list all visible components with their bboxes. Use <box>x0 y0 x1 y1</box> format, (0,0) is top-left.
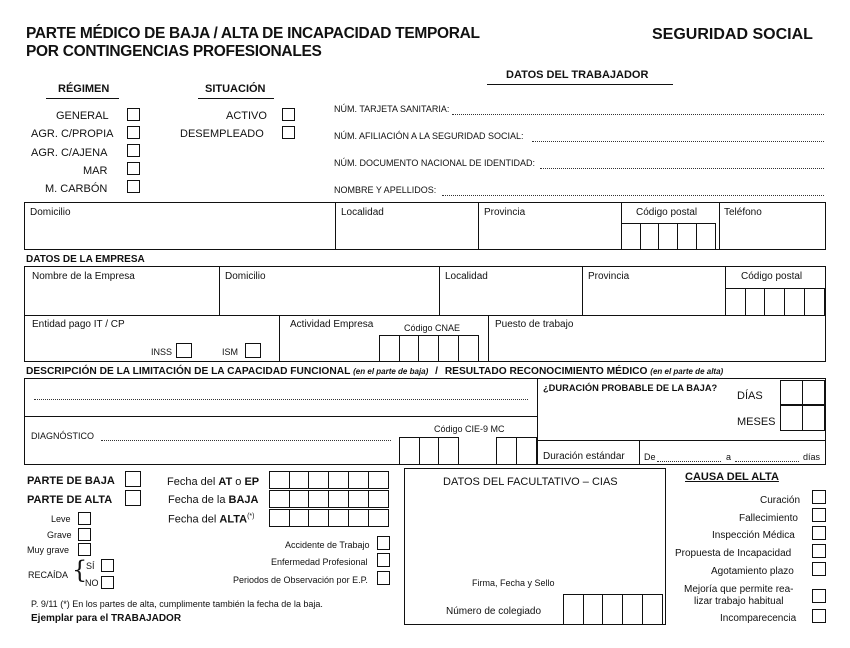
trabajador-cp-cells[interactable] <box>622 223 716 250</box>
propuesta-label: Propuesta de Incapacidad <box>675 548 792 559</box>
grave-checkbox[interactable] <box>78 528 91 541</box>
regimen-general-label: GENERAL <box>56 110 109 122</box>
limitacion-line-1[interactable] <box>34 399 528 400</box>
limitacion-note: (en el parte de baja) <box>353 367 429 376</box>
form-title-line1: PARTE MÉDICO DE BAJA / ALTA DE INCAPACIDAD TEMPORAL <box>26 25 480 42</box>
mejoria-checkbox[interactable] <box>812 589 826 603</box>
parte-baja-checkbox[interactable] <box>125 471 141 487</box>
trabajador-telefono-label: Teléfono <box>724 207 762 218</box>
puesto-label: Puesto de trabajo <box>495 319 574 330</box>
colegiado-label: Número de colegiado <box>446 606 542 617</box>
cie-cells-decimal[interactable] <box>497 437 537 465</box>
curacion-checkbox[interactable] <box>812 490 826 504</box>
duracion-dias-label: días <box>803 452 821 462</box>
recaida-si-checkbox[interactable] <box>101 559 114 572</box>
trabajador-provincia-label: Provincia <box>484 207 526 218</box>
regimen-carbon-checkbox[interactable] <box>127 180 140 193</box>
diagnostico-field[interactable] <box>101 440 391 441</box>
inss-label: INSS <box>151 347 173 357</box>
inspeccion-checkbox[interactable] <box>812 526 826 540</box>
afiliacion-label: NÚM. AFILIACIÓN A LA SEGURIDAD SOCIAL: <box>334 131 524 141</box>
parte-baja-label: PARTE DE BAJA <box>27 475 115 487</box>
form-title-line2: POR CONTINGENCIAS PROFESIONALES <box>26 43 322 60</box>
parte-alta-checkbox[interactable] <box>125 490 141 506</box>
tarjeta-sanitaria-field[interactable] <box>452 114 824 115</box>
empresa-nombre-label: Nombre de la Empresa <box>32 271 135 282</box>
nombre-label: NOMBRE Y APELLIDOS: <box>334 185 437 195</box>
trabajador-heading: DATOS DEL TRABAJADOR <box>506 69 649 81</box>
dni-label: NÚM. DOCUMENTO NACIONAL DE IDENTIDAD: <box>334 158 536 168</box>
duracion-question: ¿DURACIÓN PROBABLE DE LA BAJA? <box>543 383 718 393</box>
parte-alta-label: PARTE DE ALTA <box>27 494 113 506</box>
recaida-si-label: SÍ <box>86 561 95 571</box>
fecha-baja-cells[interactable] <box>270 490 389 508</box>
meses-cells[interactable] <box>781 405 825 431</box>
regimen-agr-propia-checkbox[interactable] <box>127 126 140 139</box>
inspeccion-label: Inspección Médica <box>712 530 795 541</box>
cie-label: Código CIE-9 MC <box>434 424 505 434</box>
meses-label: MESES <box>737 416 776 428</box>
diagnostico-label: DIAGNÓSTICO <box>31 431 95 441</box>
duracion-de-label: De <box>644 452 656 462</box>
dias-cells[interactable] <box>781 380 825 405</box>
mejoria-label-2: lizar trabajo habitual <box>694 596 784 607</box>
trabajador-domicilio-label: Domicilio <box>30 207 71 218</box>
resultado-heading-text: RESULTADO RECONOCIMIENTO MÉDICO <box>444 366 648 377</box>
duracion-hasta-field[interactable] <box>735 461 799 462</box>
regimen-agr-ajena-checkbox[interactable] <box>127 144 140 157</box>
fecha-at-label: Fecha del AT o EP <box>167 476 260 488</box>
fecha-alta-cells[interactable] <box>270 509 389 527</box>
recaida-brace-icon: { <box>72 556 88 584</box>
regimen-mar-label: MAR <box>83 165 108 177</box>
trabajador-cp-label: Código postal <box>636 207 698 218</box>
empresa-localidad-label: Localidad <box>445 271 488 282</box>
org-name: SEGURIDAD SOCIAL <box>652 26 813 43</box>
colegiado-cells[interactable] <box>564 594 663 625</box>
situacion-desempleado-label: DESEMPLEADO <box>180 128 264 140</box>
periodos-checkbox[interactable] <box>377 571 390 585</box>
nombre-field[interactable] <box>442 195 824 196</box>
duracion-estandar-label: Duración estándar <box>543 451 625 462</box>
empresa-cp-cells[interactable] <box>726 288 825 316</box>
recaida-no-label: NO <box>85 578 99 588</box>
regimen-agr-ajena-label: AGR. C/AJENA <box>31 147 108 159</box>
ism-label: ISM <box>222 347 239 357</box>
inss-checkbox[interactable] <box>176 343 192 358</box>
regimen-mar-checkbox[interactable] <box>127 162 140 175</box>
trabajador-localidad-label: Localidad <box>341 207 384 218</box>
muy-grave-label: Muy grave <box>27 545 70 555</box>
dni-field[interactable] <box>540 168 824 169</box>
empresa-row1-box <box>24 266 826 316</box>
leve-checkbox[interactable] <box>78 512 91 525</box>
situacion-activo-label: ACTIVO <box>226 110 267 122</box>
resultado-note: (en el parte de alta) <box>650 367 724 376</box>
cie-cells-main[interactable] <box>400 437 459 465</box>
situacion-activo-checkbox[interactable] <box>282 108 295 121</box>
enfermedad-label: Enfermedad Profesional <box>271 557 368 567</box>
tarjeta-sanitaria-label: NÚM. TARJETA SANITARIA: <box>334 104 450 114</box>
recaida-no-checkbox[interactable] <box>101 576 114 589</box>
dias-label: DÍAS <box>737 390 763 402</box>
afiliacion-field[interactable] <box>532 141 824 142</box>
regimen-heading: RÉGIMEN <box>58 83 110 95</box>
curacion-label: Curación <box>760 495 801 506</box>
cnae-label: Código CNAE <box>404 323 461 333</box>
accidente-checkbox[interactable] <box>377 536 390 550</box>
empresa-cp-label: Código postal <box>741 271 803 282</box>
fallecimiento-checkbox[interactable] <box>812 508 826 522</box>
fecha-baja-label: Fecha de la BAJA <box>168 494 259 506</box>
leve-label: Leve <box>51 514 71 524</box>
periodos-label: Periodos de Observación por E.P. <box>233 575 368 585</box>
recaida-label: RECAÍDA <box>28 570 69 580</box>
facultativo-heading: DATOS DEL FACULTATIVO – CIAS <box>443 476 618 488</box>
muy-grave-checkbox[interactable] <box>78 543 91 556</box>
ism-checkbox[interactable] <box>245 343 261 358</box>
empresa-provincia-label: Provincia <box>588 271 630 282</box>
incomparecencia-label: Incomparecencia <box>720 613 797 624</box>
regimen-general-checkbox[interactable] <box>127 108 140 121</box>
situacion-heading: SITUACIÓN <box>205 83 266 95</box>
agotamiento-checkbox[interactable] <box>812 562 826 576</box>
situacion-desempleado-checkbox[interactable] <box>282 126 295 139</box>
fecha-at-cells[interactable] <box>270 471 389 489</box>
enfermedad-checkbox[interactable] <box>377 553 390 567</box>
empresa-domicilio-label: Domicilio <box>225 271 266 282</box>
fecha-alta-label: Fecha del ALTA(*) <box>168 513 255 526</box>
regimen-agr-propia-label: AGR. C/PROPIA <box>31 128 114 140</box>
cnae-cells[interactable] <box>380 335 479 362</box>
regimen-carbon-label: M. CARBÓN <box>45 183 108 195</box>
ejemplar-label: Ejemplar para el TRABAJADOR <box>31 613 182 624</box>
limitacion-heading <box>26 366 723 377</box>
duracion-a-label: a <box>726 452 732 462</box>
incomparecencia-checkbox[interactable] <box>812 609 826 623</box>
mejoria-label-1: Mejoría que permite rea- <box>684 584 794 595</box>
entidad-pago-label: Entidad pago IT / CP <box>32 319 125 330</box>
accidente-label: Accidente de Trabajo <box>285 540 370 550</box>
grave-label: Grave <box>47 530 72 540</box>
footnote: P. 9/11 (*) En los partes de alta, cumplimente también la fecha de la baja. <box>31 599 323 609</box>
causa-alta-heading: CAUSA DEL ALTA <box>685 471 779 483</box>
propuesta-checkbox[interactable] <box>812 544 826 558</box>
limitacion-separator: / <box>435 366 438 377</box>
duracion-desde-field[interactable] <box>657 461 721 462</box>
empresa-heading: DATOS DE LA EMPRESA <box>26 254 145 265</box>
limitacion-heading-text: DESCRIPCIÓN DE LA LIMITACIÓN DE LA CAPACIDAD FUNCIONAL <box>26 366 351 377</box>
fallecimiento-label: Fallecimiento <box>739 513 798 524</box>
actividad-label: Actividad Empresa <box>290 319 374 330</box>
firma-label: Firma, Fecha y Sello <box>472 578 555 588</box>
agotamiento-label: Agotamiento plazo <box>711 566 794 577</box>
